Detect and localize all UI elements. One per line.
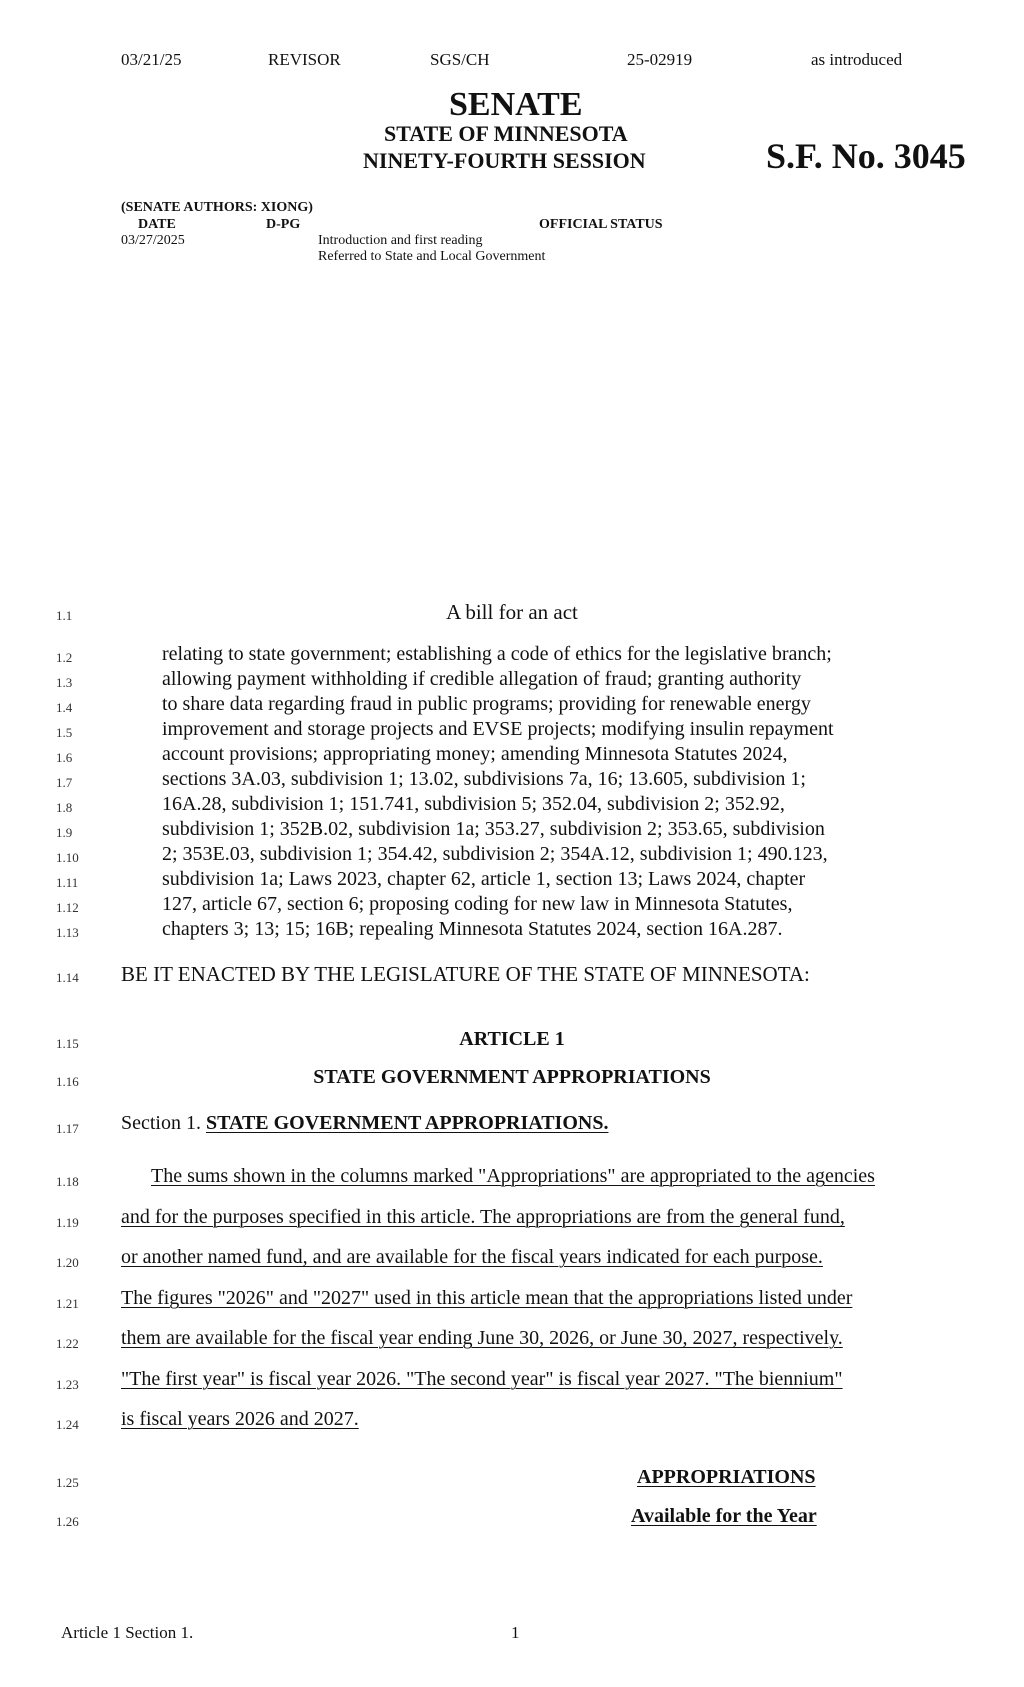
body-line: them are available for the fiscal year ending June 30, 2026, or June 30, 2027, respectively. <box>121 1327 843 1349</box>
available-heading: Available for the Year <box>631 1505 817 1527</box>
line-number: 1.7 <box>56 775 73 790</box>
article-title: STATE GOVERNMENT APPROPRIATIONS <box>313 1066 711 1088</box>
header-doc-number: 25-02919 <box>627 50 693 69</box>
enacting-clause: BE IT ENACTED BY THE LEGISLATURE OF THE STATE OF MINNESOTA: <box>121 962 810 986</box>
line-number: 1.12 <box>56 900 79 915</box>
status-row-date: 03/27/2025 <box>121 233 185 248</box>
title-line: to share data regarding fraud in public programs; providing for renewable energy <box>162 693 811 715</box>
section-prefix: Section 1. <box>121 1112 201 1134</box>
article-number: ARTICLE 1 <box>459 1028 565 1050</box>
body-line: or another named fund, and are available for the fiscal years indicated for each purpose. <box>121 1246 823 1268</box>
line-number: 1.6 <box>56 750 73 765</box>
line-number: 1.3 <box>56 675 73 690</box>
line-number: 1.18 <box>56 1174 79 1189</box>
status-col-official: OFFICIAL STATUS <box>539 217 663 232</box>
title-line: subdivision 1a; Laws 2023, chapter 62, article 1, section 13; Laws 2024, chapter <box>162 868 806 890</box>
header-date: 03/21/25 <box>121 50 182 69</box>
line-number: 1.13 <box>56 925 79 940</box>
section-heading <box>121 1112 608 1135</box>
title-line: improvement and storage projects and EVSE projects; modifying insulin repayment <box>162 718 834 740</box>
body-line: is fiscal years 2026 and 2027. <box>121 1408 359 1430</box>
title-line: 16A.28, subdivision 1; 151.741, subdivision 5; 352.04, subdivision 2; 352.92, <box>162 793 785 815</box>
title-line: subdivision 1; 352B.02, subdivision 1a; 353.27, subdivision 2; 353.65, subdivision <box>162 818 825 840</box>
line-number: 1.2 <box>56 650 73 665</box>
status-col-date: DATE <box>138 217 176 232</box>
masthead-state: STATE OF MINNESOTA <box>384 121 628 146</box>
line-number: 1.17 <box>56 1121 79 1136</box>
line-number: 1.8 <box>56 800 73 815</box>
masthead-chamber: SENATE <box>449 86 583 123</box>
appropriations-heading: APPROPRIATIONS <box>637 1466 816 1488</box>
title-line: sections 3A.03, subdivision 1; 13.02, subdivisions 7a, 16; 13.605, subdivision 1; <box>162 768 806 790</box>
line-number: 1.22 <box>56 1336 79 1351</box>
body-line: and for the purposes specified in this article. The appropriations are from the general fund, <box>121 1206 845 1228</box>
status-col-dpg: D-PG <box>266 217 301 232</box>
title-line: 2; 353E.03, subdivision 1; 354.42, subdivision 2; 354A.12, subdivision 1; 490.123, <box>162 843 828 865</box>
title-line: relating to state government; establishing a code of ethics for the legislative branch; <box>162 643 832 665</box>
line-number: 1.9 <box>56 825 73 840</box>
line-number: 1.24 <box>56 1417 79 1432</box>
line-number: 1.16 <box>56 1074 79 1089</box>
line-number: 1.14 <box>56 970 79 985</box>
title-line: 127, article 67, section 6; proposing coding for new law in Minnesota Statutes, <box>162 893 793 915</box>
line-number: 1.4 <box>56 700 73 715</box>
line-number: 1.25 <box>56 1475 79 1490</box>
header-status: as introduced <box>811 50 903 69</box>
senate-authors: (SENATE AUTHORS: XIONG) <box>121 200 313 215</box>
title-line: account provisions; appropriating money; amending Minnesota Statutes 2024, <box>162 743 788 765</box>
section-title: STATE GOVERNMENT APPROPRIATIONS. <box>206 1112 609 1134</box>
status-row-text-1: Introduction and first reading <box>318 233 483 248</box>
line-number: 1.10 <box>56 850 79 865</box>
footer-page-number: 1 <box>511 1623 520 1642</box>
line-number: 1.1 <box>56 608 73 623</box>
status-row-text-2: Referred to State and Local Government <box>318 249 546 264</box>
header-initials: SGS/CH <box>430 50 490 69</box>
bill-heading: A bill for an act <box>446 600 578 624</box>
line-number: 1.11 <box>56 875 79 890</box>
line-number: 1.21 <box>56 1296 79 1311</box>
header-revisor: REVISOR <box>268 50 341 69</box>
masthead-session: NINETY-FOURTH SESSION <box>363 148 646 173</box>
title-line: chapters 3; 13; 15; 16B; repealing Minnesota Statutes 2024, section 16A.287. <box>162 918 783 940</box>
line-number: 1.23 <box>56 1377 79 1392</box>
title-line: allowing payment withholding if credible allegation of fraud; granting authority <box>162 668 802 690</box>
line-number: 1.5 <box>56 725 73 740</box>
line-number: 1.20 <box>56 1255 79 1270</box>
masthead-file-number: S.F. No. 3045 <box>766 136 966 176</box>
line-number: 1.15 <box>56 1036 79 1051</box>
line-number: 1.19 <box>56 1215 79 1230</box>
line-number: 1.26 <box>56 1514 79 1529</box>
body-line: "The first year" is fiscal year 2026. "The second year" is fiscal year 2027. "The biennium" <box>121 1368 843 1390</box>
footer-location: Article 1 Section 1. <box>61 1623 194 1642</box>
body-line: The figures "2026" and "2027" used in this article mean that the appropriations listed under <box>121 1287 853 1309</box>
body-line: The sums shown in the columns marked "Appropriations" are appropriated to the agencies <box>151 1165 875 1187</box>
